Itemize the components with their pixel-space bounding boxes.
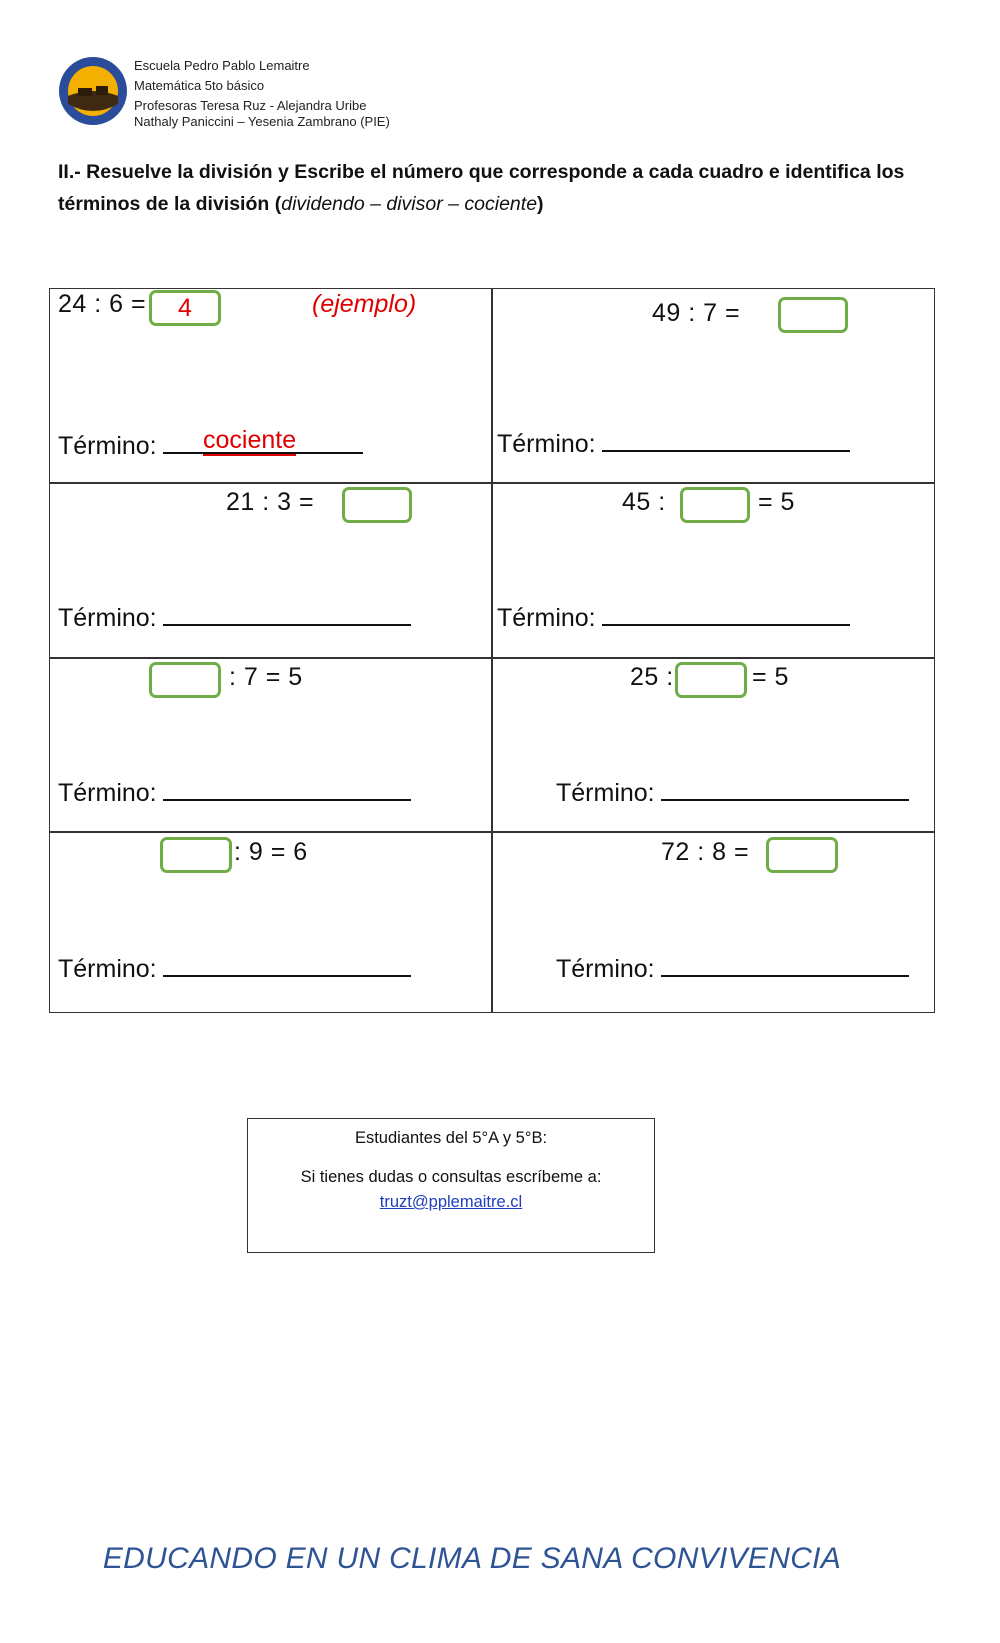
contact-email-link[interactable]: truzt@pplemaitre.cl bbox=[379, 1193, 523, 1211]
exercise-7-term bbox=[58, 951, 411, 984]
term-blank[interactable] bbox=[163, 775, 411, 801]
contact-question: Si tienes dudas o consultas escríbeme a: bbox=[300, 1168, 602, 1186]
grid-divider-row3 bbox=[49, 831, 935, 833]
exercise-1-answer: 4 bbox=[178, 293, 192, 322]
exercise-3-equation: 21 : 3 = bbox=[226, 488, 315, 516]
exercise-3-answer-box[interactable] bbox=[342, 487, 412, 523]
exercise-1-term-answer: cociente bbox=[203, 426, 297, 454]
term-blank[interactable] bbox=[602, 600, 850, 626]
instruction-text bbox=[58, 156, 918, 220]
exercise-6-answer-box[interactable] bbox=[675, 662, 747, 698]
exercise-4-answer-box[interactable] bbox=[680, 487, 750, 523]
school-logo bbox=[58, 56, 128, 126]
contact-students: Estudiantes del 5°A y 5°B: bbox=[354, 1129, 548, 1147]
exercise-2-term bbox=[497, 426, 850, 459]
term-label: Término: bbox=[556, 955, 655, 983]
term-label: Término: bbox=[497, 604, 596, 632]
exercise-3-term bbox=[58, 600, 411, 633]
instruction-terms: dividendo – divisor – cociente bbox=[281, 193, 538, 215]
exercise-2-equation: 49 : 7 = bbox=[652, 299, 741, 327]
exercise-4-equation-left: 45 : bbox=[622, 488, 666, 516]
instruction-part2: ) bbox=[537, 193, 544, 215]
term-label: Término: bbox=[58, 779, 157, 807]
exercise-6-equation-right: = 5 bbox=[752, 663, 789, 691]
term-blank[interactable] bbox=[163, 951, 411, 977]
grid-divider-row2 bbox=[49, 657, 935, 659]
instruction-part1: II.- Resuelve la división y Escribe el número que corresponde a cada cuadro e identifica los términos de la división ( bbox=[58, 161, 905, 215]
exercise-5-answer-box[interactable] bbox=[149, 662, 221, 698]
exercise-5-term bbox=[58, 775, 411, 808]
pie-line: Nathaly Paniccini – Yesenia Zambrano (PIE) bbox=[134, 114, 390, 129]
term-blank[interactable] bbox=[602, 426, 850, 452]
term-label: Término: bbox=[556, 779, 655, 807]
term-blank[interactable] bbox=[661, 775, 909, 801]
exercise-1-answer-box bbox=[149, 290, 221, 326]
exercise-6-term bbox=[556, 775, 909, 808]
subject-line: Matemática 5to básico bbox=[134, 78, 265, 93]
exercise-4-equation-right: = 5 bbox=[758, 488, 795, 516]
term-label: Término: bbox=[58, 955, 157, 983]
exercise-1-term bbox=[58, 428, 388, 461]
contact-box bbox=[247, 1118, 655, 1253]
school-info bbox=[134, 56, 390, 130]
exercise-8-equation: 72 : 8 = bbox=[661, 838, 750, 866]
exercise-7-answer-box[interactable] bbox=[160, 837, 232, 873]
exercise-1-equation: 24 : 6 = bbox=[58, 290, 147, 318]
term-blank[interactable] bbox=[661, 951, 909, 977]
exercise-2-answer-box[interactable] bbox=[778, 297, 848, 333]
exercise-4-term bbox=[497, 600, 850, 633]
example-label: (ejemplo) bbox=[312, 290, 417, 318]
term-label: Término: bbox=[58, 604, 157, 632]
grid-divider-vertical bbox=[491, 288, 493, 1013]
exercise-7-equation: : 9 = 6 bbox=[234, 838, 308, 866]
exercise-8-term bbox=[556, 951, 909, 984]
exercise-6-equation-left: 25 : bbox=[630, 663, 674, 691]
footer-motto: EDUCANDO EN UN CLIMA DE SANA CONVIVENCIA bbox=[102, 1542, 842, 1575]
term-label: Término: bbox=[497, 430, 596, 458]
exercise-5-equation: : 7 = 5 bbox=[229, 663, 303, 691]
term-label: Término: bbox=[58, 432, 157, 460]
exercise-8-answer-box[interactable] bbox=[766, 837, 838, 873]
grid-divider-row1 bbox=[49, 482, 935, 484]
teachers-line: Profesoras Teresa Ruz - Alejandra Uribe bbox=[134, 98, 367, 113]
term-blank[interactable] bbox=[163, 600, 411, 626]
school-name: Escuela Pedro Pablo Lemaitre bbox=[134, 58, 310, 73]
